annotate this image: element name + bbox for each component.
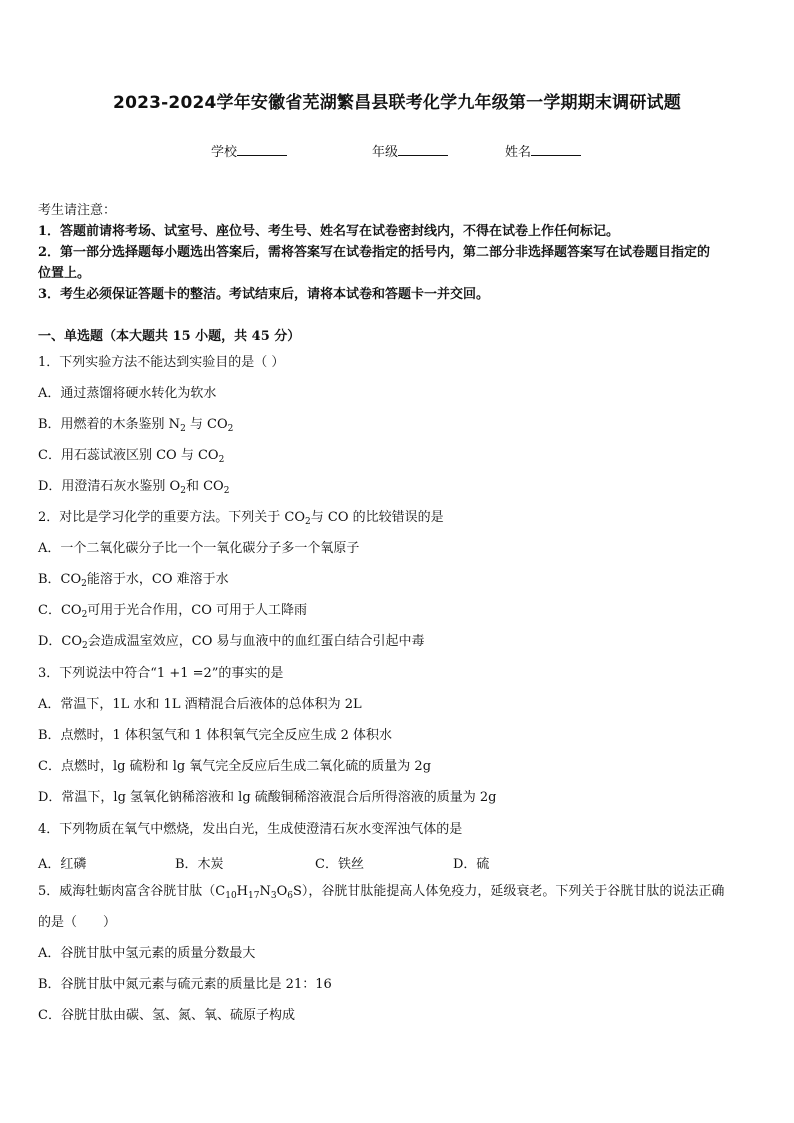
- q3-option-d: D．常温下，lg 氢氧化钠稀溶液和 lg 硫酸铜稀溶液混合后所得溶液的质量为 2g: [38, 790, 497, 805]
- school-blank: [237, 143, 287, 156]
- q2-stem: 2．对比是学习化学的重要方法。下列关于 $CO_2$与 CO 的比较错误的是: [38, 510, 444, 527]
- q2-option-c: C．$CO_2$可用于光合作用，CO 可用于人工降雨: [38, 603, 308, 620]
- q4-stem: 4．下列物质在氧气中燃烧，发出白光，生成使澄清石灰水变浑浊气体的是: [38, 822, 463, 837]
- q1-option-b: B．用燃着的木条鉴别 $N_2$ 与 $CO_2$: [38, 417, 234, 434]
- q5-stem: 5．威海牡蛎肉富含谷胱甘肽$(C_{10}H_{17}N_3O_6S)$，谷胱甘肽能提高人体免疫力，延级衰老。下列关于谷胱甘肽的说法正确: [38, 884, 725, 901]
- q1-option-d: D．用澄清石灰水鉴别 $O_2$和 $CO_2$: [38, 479, 230, 496]
- notice-item-3: 3．考生必须保证答题卡的整洁。考试结束后，请将本试卷和答题卡一并交回。: [38, 287, 490, 302]
- q3-option-a: A．常温下，1L 水和 1L 酒精混合后液体的总体积为 2L: [38, 697, 362, 712]
- q4-option-a: A．红磷: [38, 857, 87, 872]
- grade-blank: [398, 143, 448, 156]
- notice-item-1: 1．答题前请将考场、试室号、座位号、考生号、姓名写在试卷密封线内，不得在试卷上作任何标记。: [38, 224, 620, 239]
- q5-stem-cont: 的是（ ）: [38, 915, 117, 930]
- section-heading: 一、单选题（本大题共 15 小题，共 45 分）: [38, 329, 301, 344]
- q2-option-d: D．$CO_2$会造成温室效应，CO 易与血液中的血红蛋白结合引起中毒: [38, 634, 425, 651]
- name-field: [505, 141, 581, 160]
- q2-option-b: B．$CO_2$能溶于水，CO 难溶于水: [38, 572, 229, 589]
- q5-option-b: B．谷胱甘肽中氮元素与硫元素的质量比是 21：16: [38, 977, 332, 992]
- notice-item-2-cont: 位置上。: [38, 266, 91, 281]
- q3-option-c: C．点燃时，lg 硫粉和 lg 氧气完全反应后生成二氧化硫的质量为 2g: [38, 759, 432, 774]
- notice-heading: 考生请注意：: [38, 203, 117, 218]
- q4-option-b: B．木炭: [175, 857, 224, 872]
- q1-stem: 1．下列实验方法不能达到实验目的是（ ）: [38, 355, 285, 370]
- q3-option-b: B．点燃时，1 体积氢气和 1 体积氧气完全反应生成 2 体积水: [38, 728, 393, 743]
- name-blank: [531, 143, 581, 156]
- grade-field: [372, 141, 448, 160]
- q4-option-d: D．硫: [453, 857, 490, 872]
- q4-option-c: C．铁丝: [315, 857, 364, 872]
- q2-option-a: A．一个二氧化碳分子比一个一氧化碳分子多一个氧原子: [38, 541, 360, 556]
- q5-option-c: C．谷胱甘肽由碳、氢、氮、氧、硫原子构成: [38, 1008, 295, 1023]
- school-field: [211, 141, 287, 160]
- name-label: 姓名: [505, 145, 532, 160]
- q1-option-a: A．通过蒸馏将硬水转化为软水: [38, 386, 217, 401]
- q1-option-c: C．用石蕊试液区别 CO 与 $CO_2$: [38, 448, 225, 465]
- q5-option-a: A．谷胱甘肽中氢元素的质量分数最大: [38, 946, 256, 961]
- notice-item-2: 2．第一部分选择题每小题选出答案后，需将答案写在试卷指定的括号内，第二部分非选择题答案写在试卷题目指定的: [38, 245, 711, 260]
- exam-title: 2023-2024学年安徽省芜湖繁昌县联考化学九年级第一学期期末调研试题: [113, 93, 681, 113]
- grade-label: 年级: [372, 145, 399, 160]
- q3-stem: 3．下列说法中符合“1 +1 =2”的事实的是: [38, 666, 284, 681]
- school-label: 学校: [211, 145, 238, 160]
